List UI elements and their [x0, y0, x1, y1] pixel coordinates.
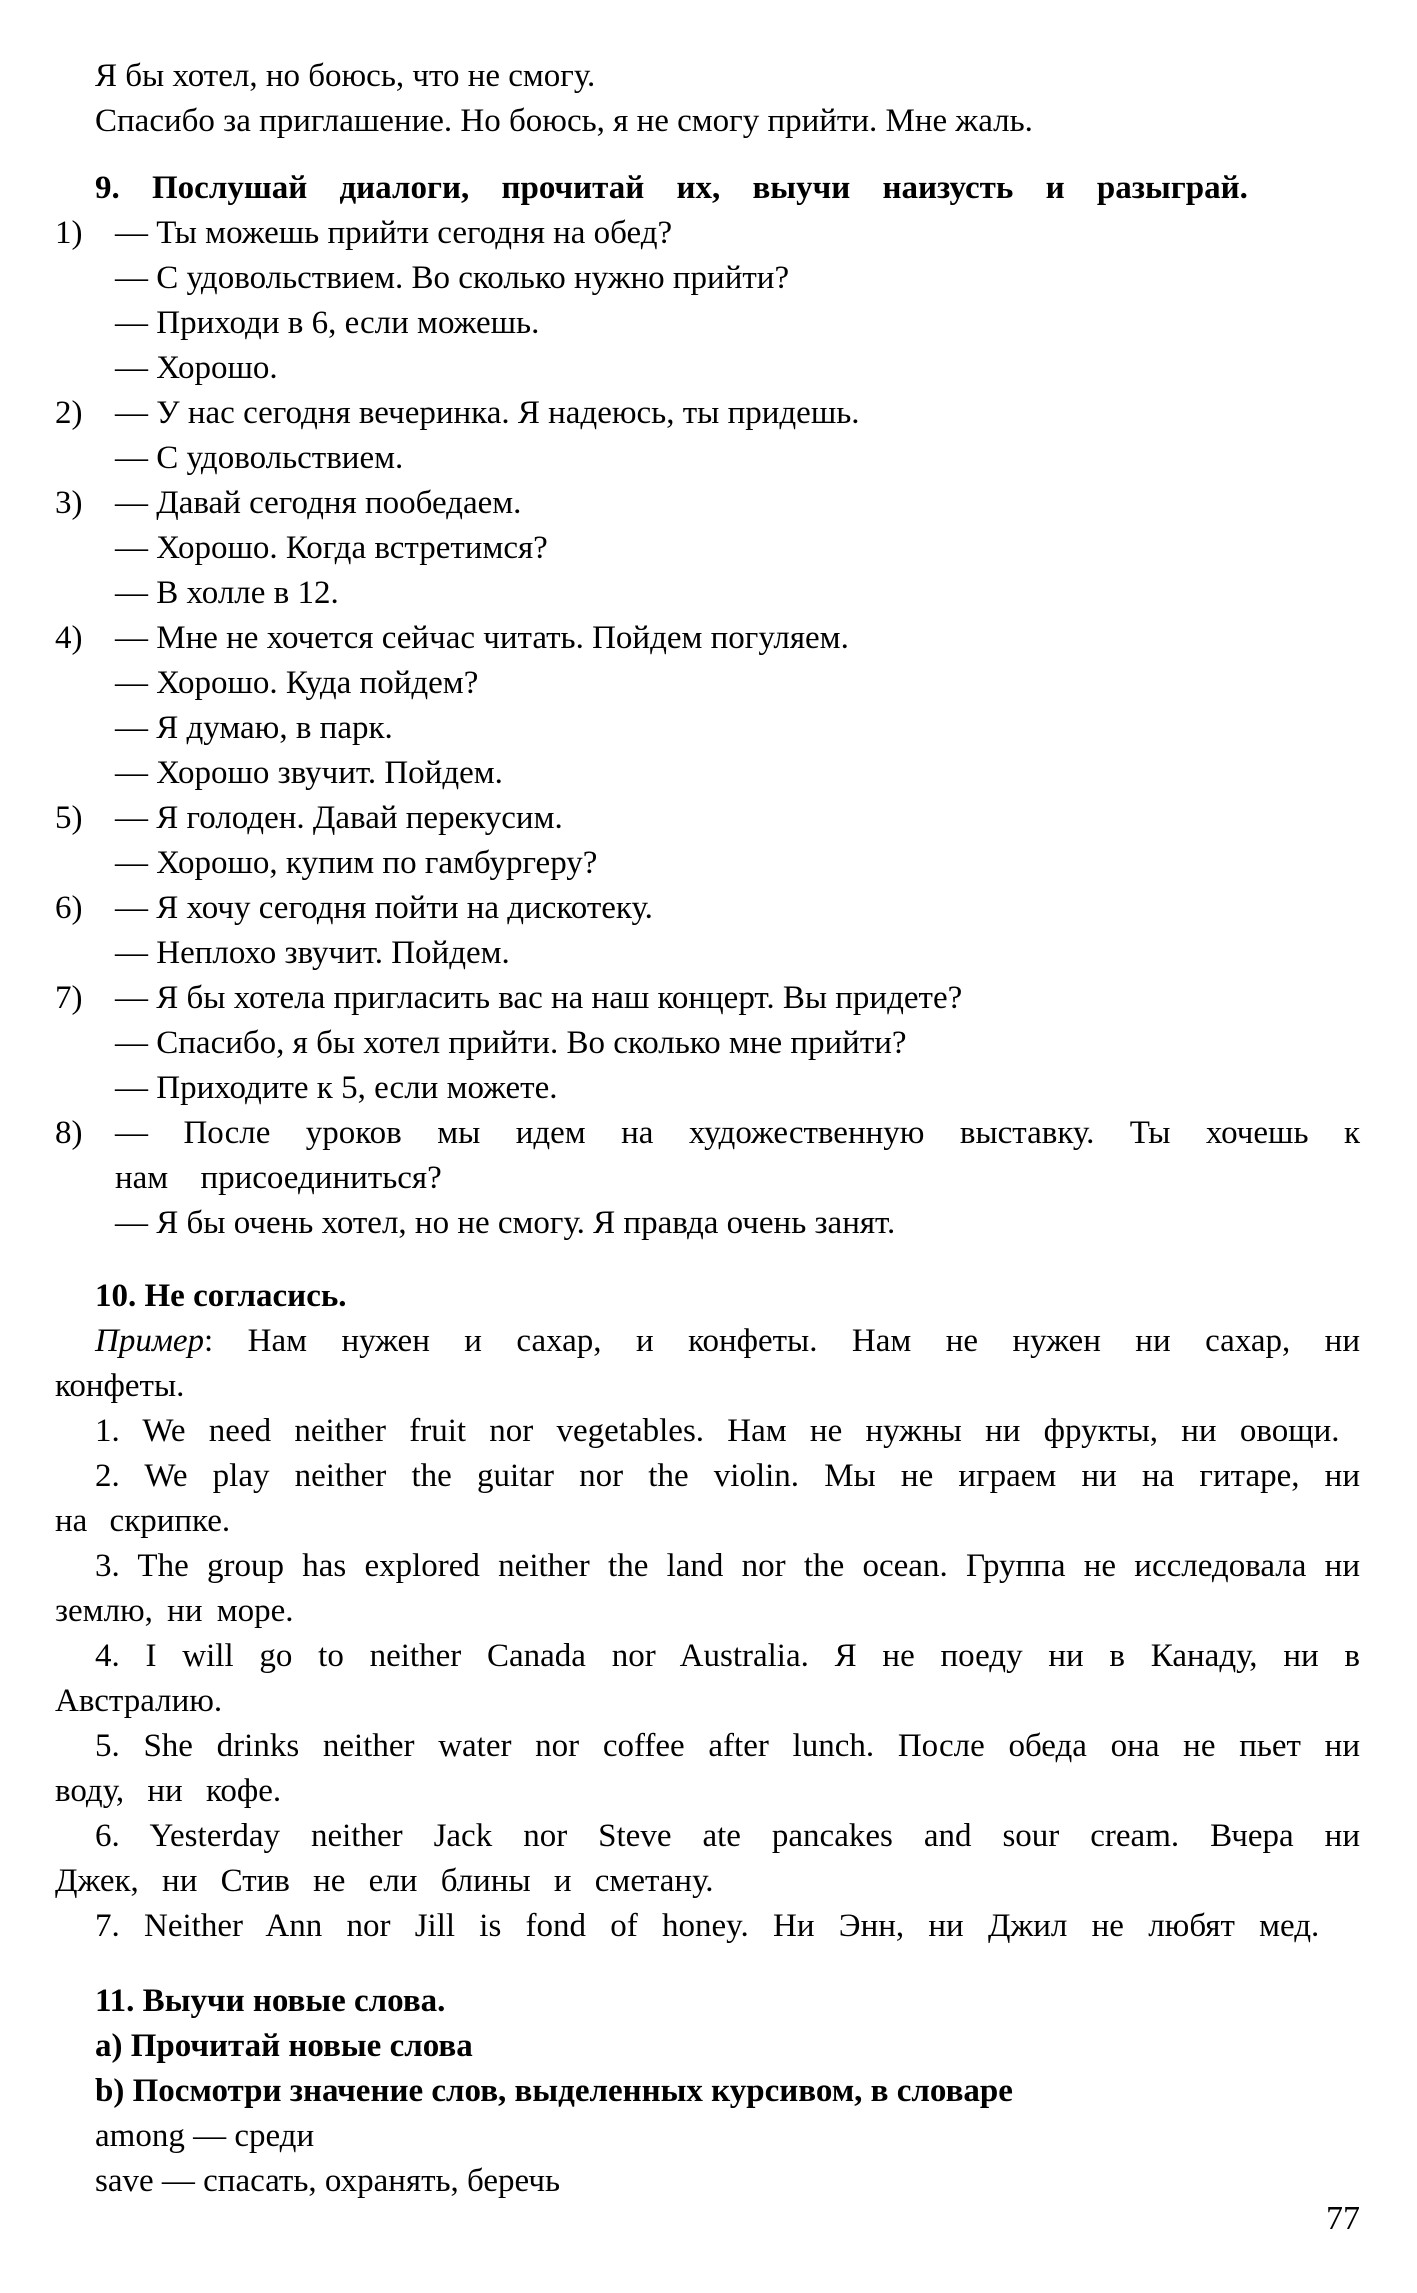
dialogue-line: — Приходи в 6, если можешь.: [115, 305, 540, 341]
sentence-1: 1. We need neither fruit nor vegetables. Нам не нужны ни фрукты, ни овощи.: [95, 1413, 1340, 1449]
dialogue-line: — Ты можешь прийти сегодня на обед?: [115, 215, 673, 251]
exercise-10-heading: 10. Не согласись.: [95, 1278, 347, 1314]
dialogue-lines: [115, 1111, 1360, 1246]
exercise-9: [55, 166, 1360, 1246]
dialogue-line: — Спасибо, я бы хотел прийти. Во сколько мне прийти?: [115, 1025, 907, 1061]
dialogue-1: [55, 211, 1360, 391]
dialogue-4: [55, 616, 1360, 796]
dialogue-7: [55, 976, 1360, 1111]
vocab-entry: among — среди: [95, 2118, 315, 2154]
dialogue-line: — Давай сегодня пообедаем.: [115, 485, 522, 521]
dialogue-lines: [115, 796, 1360, 886]
exercise-11-item-a: a) Прочитай новые слова: [95, 2028, 473, 2064]
dialogue-number: 8): [55, 1115, 83, 1151]
sentence-7: 7. Neither Ann nor Jill is fond of honey. Ни Энн, ни Джил не любят мед.: [95, 1908, 1320, 1944]
intro-line: Я бы хотел, но боюсь, что не смогу.: [95, 58, 596, 94]
sentence-3: 3. The group has explored neither the land nor the ocean. Группа не исследовала ни землю, ни море.: [55, 1548, 1360, 1629]
sentence-6: 6. Yesterday neither Jack nor Steve ate pancakes and sour cream. Вчера ни Джек, ни Стив не ели блины и сметану.: [55, 1818, 1360, 1899]
dialogue-line: — Хорошо.: [115, 350, 278, 386]
exercise-10-example: [55, 1319, 1360, 1409]
dialogue-number: 2): [55, 395, 83, 431]
exercise-10: [55, 1274, 1360, 1949]
dialogue-line: — Хорошо. Когда встретимся?: [115, 530, 548, 566]
dialogue-line: — С удовольствием. Во сколько нужно прийти?: [115, 260, 790, 296]
dialogue-number: 7): [55, 980, 83, 1016]
dialogue-6: [55, 886, 1360, 976]
dialogue-lines: [115, 886, 1360, 976]
dialogue-line: — С удовольствием.: [115, 440, 404, 476]
vocab-entry: save — спасать, охранять, беречь: [95, 2163, 561, 2199]
dialogue-line: — В холле в 12.: [115, 575, 339, 611]
dialogue-2: [55, 391, 1360, 481]
sentence-2: 2. We play neither the guitar nor the violin. Мы не играем ни на гитаре, ни на скрипке.: [55, 1458, 1360, 1539]
sentence-4: 4. I will go to neither Canada nor Australia. Я не поеду ни в Канаду, ни в Австралию.: [55, 1638, 1360, 1719]
dialogue-line: — У нас сегодня вечеринка. Я надеюсь, ты придешь.: [115, 395, 860, 431]
dialogue-line: — Хорошо звучит. Пойдем.: [115, 755, 503, 791]
dialogue-line: — Я голоден. Давай перекусим.: [115, 800, 563, 836]
intro-section: [55, 54, 1360, 144]
dialogue-3: [55, 481, 1360, 616]
dialogue-line: — Хорошо, купим по гамбургеру?: [115, 845, 598, 881]
dialogue-5: [55, 796, 1360, 886]
dialogue-line: — Приходите к 5, если можете.: [115, 1070, 558, 1106]
dialogue-lines: [115, 211, 1360, 391]
example-label: Пример: [95, 1323, 205, 1359]
dialogue-line: — Хорошо. Куда пойдем?: [115, 665, 479, 701]
dialogue-lines: [115, 391, 1360, 481]
dialogue-number: 3): [55, 485, 83, 521]
sentence-5: 5. She drinks neither water nor coffee after lunch. После обеда она не пьет ни воду, ни кофе.: [55, 1728, 1360, 1809]
dialogue-line: — Я бы хотела пригласить вас на наш концерт. Вы придете?: [115, 980, 963, 1016]
dialogue-lines: [115, 481, 1360, 616]
dialogue-lines: [115, 976, 1360, 1111]
dialogue-line: — Мне не хочется сейчас читать. Пойдем погуляем.: [115, 620, 849, 656]
dialogue-number: 5): [55, 800, 83, 836]
exercise-11-heading: 11. Выучи новые слова.: [95, 1983, 446, 2019]
dialogue-line: — После уроков мы идем на художественную выставку. Ты хочешь к нам присоединиться?: [115, 1115, 1360, 1196]
exercise-11: [55, 1979, 1360, 2204]
example-text: : Нам нужен и сахар, и конфеты. Нам не нужен ни сахар, ни конфеты.: [55, 1323, 1360, 1404]
dialogue-line: — Я бы очень хотел, но не смогу. Я правда очень занят.: [115, 1205, 896, 1241]
dialogue-lines: [115, 616, 1360, 796]
exercise-9-heading: 9. Послушай диалоги, прочитай их, выучи наизусть и разыграй.: [95, 170, 1248, 206]
intro-line: Спасибо за приглашение. Но боюсь, я не смогу прийти. Мне жаль.: [95, 103, 1033, 139]
dialogue-line: — Я думаю, в парк.: [115, 710, 393, 746]
dialogue-number: 1): [55, 215, 83, 251]
page-number: 77: [1326, 2200, 1360, 2237]
dialogue-line: — Я хочу сегодня пойти на дискотеку.: [115, 890, 653, 926]
dialogue-number: 6): [55, 890, 83, 926]
exercise-11-item-b: b) Посмотри значение слов, выделенных курсивом, в словаре: [95, 2073, 1013, 2109]
dialogue-line: — Неплохо звучит. Пойдем.: [115, 935, 510, 971]
dialogue-number: 4): [55, 620, 83, 656]
dialogue-8: [55, 1111, 1360, 1246]
